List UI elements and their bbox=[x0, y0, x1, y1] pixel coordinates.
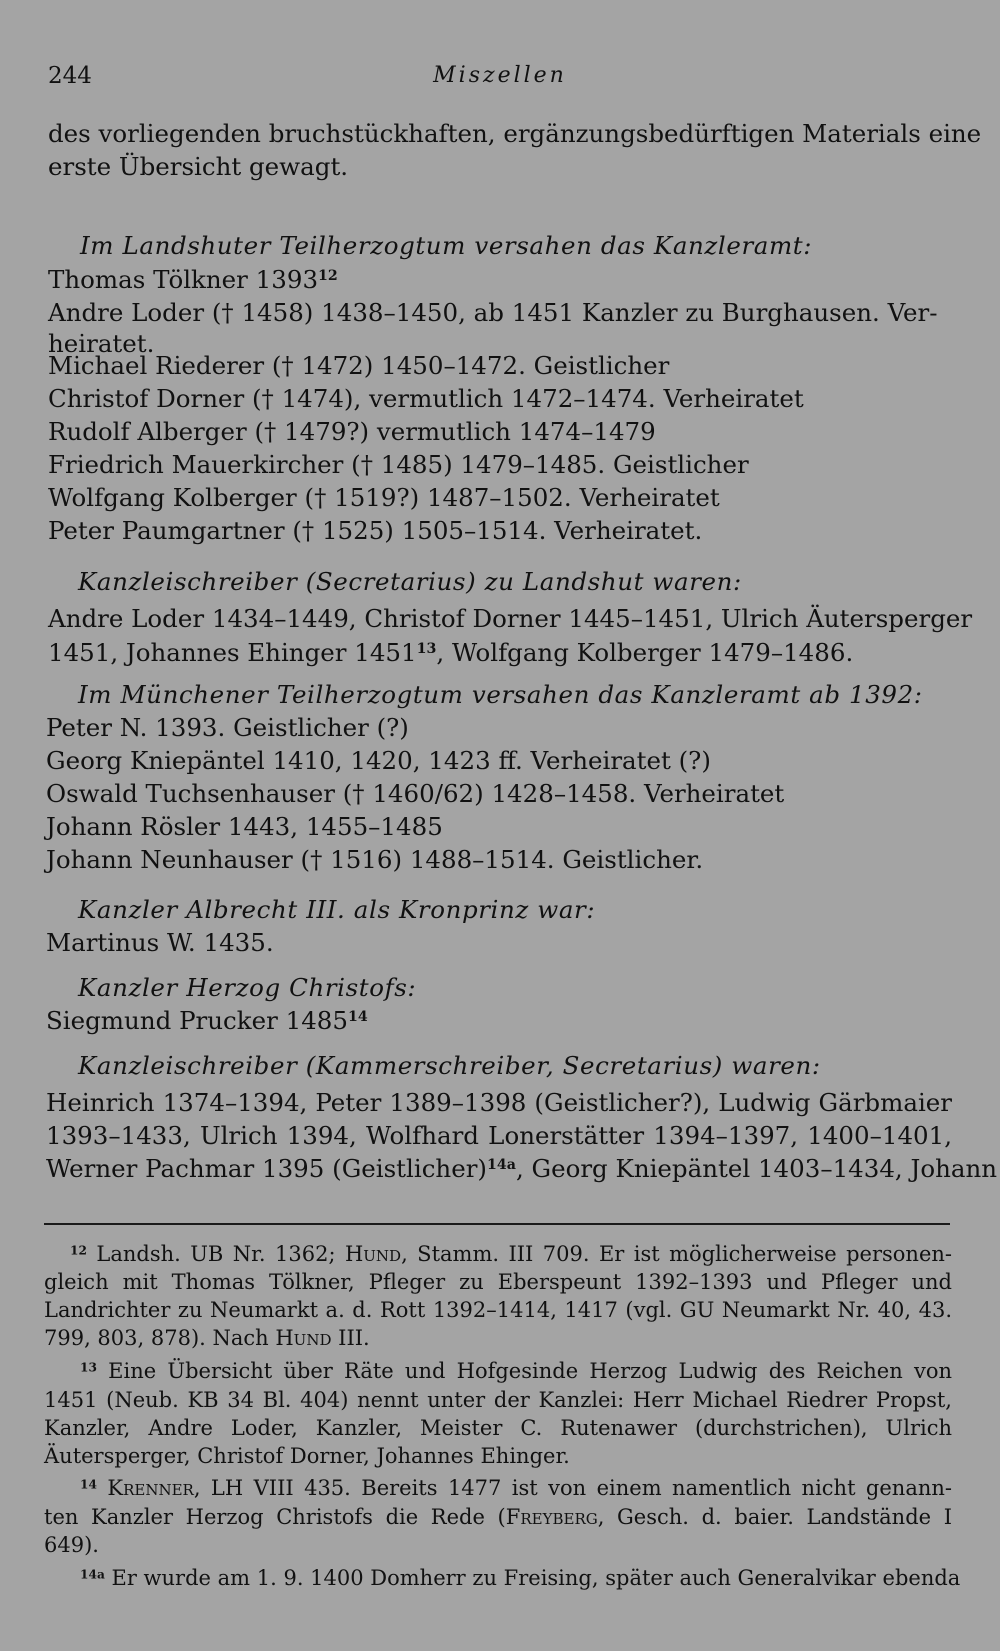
footnote-line: 649). bbox=[44, 1533, 99, 1557]
intro-line: des vorliegenden bruchstückhaften, ergänzungsbedürftigen Materials eine bbox=[48, 119, 982, 148]
chancellor-entry: Peter Paumgartner († 1525) 1505–1514. Verheiratet. bbox=[48, 516, 703, 545]
footnote-line: ten Kanzler Herzog Christofs die Rede (Freyberg, Gesch. d. baier. Landstände I bbox=[44, 1505, 952, 1529]
footnote-number: 13 bbox=[80, 1360, 97, 1375]
chancellor-entry: Andre Loder († 1458) 1438–1450, ab 1451 Kanzler zu Burghausen. Ver- bbox=[48, 298, 938, 327]
scribes-heading-munich: Kanzleischreiber (Kammerschreiber, Secretarius) waren: bbox=[78, 1051, 821, 1080]
scribes-line: Andre Loder 1434–1449, Christof Dorner 1445–1451, Ulrich Äutersperger bbox=[48, 604, 973, 633]
chancellor-entry: Friedrich Mauerkircher († 1485) 1479–1485. Geistlicher bbox=[48, 450, 749, 479]
chancellor-entry: Georg Kniepäntel 1410, 1420, 1423 ff. Verheiratet (?) bbox=[46, 746, 711, 775]
chancellor-entry-cont: heiratet. bbox=[48, 329, 155, 358]
section-heading-landshut: Im Landshuter Teilherzogtum versahen das Kanzleramt: bbox=[80, 231, 813, 260]
scribes-heading-landshut: Kanzleischreiber (Secretarius) zu Landshut waren: bbox=[78, 567, 742, 596]
footnote-14: $^{14}$ Krenner, LH VIII 435. Bereits 1477 ist von einem namentlich nicht genann- bbox=[80, 1476, 952, 1500]
footnote-ref: 13 bbox=[416, 641, 437, 658]
footnote-number: 12 bbox=[70, 1243, 87, 1258]
footnote-rule bbox=[44, 1223, 950, 1225]
footnote-number: 14 bbox=[80, 1477, 97, 1492]
intro-line: erste Übersicht gewagt. bbox=[48, 152, 349, 181]
footnote-12: $^{12}$ Landsh. UB Nr. 1362; Hund, Stamm. III 709. Er ist möglicherweise personen- bbox=[70, 1242, 952, 1266]
footnote-line: 799, 803, 878). Nach Hund III. bbox=[44, 1326, 370, 1350]
footnote-14a: $^{14a}$ Er wurde am 1. 9. 1400 Domherr zu Freising, später auch Generalvikar ebenda bbox=[80, 1566, 961, 1590]
subheading-christof: Kanzler Herzog Christofs: bbox=[78, 973, 417, 1002]
running-title: Miszellen bbox=[433, 63, 567, 88]
footnote-ref: 14a bbox=[486, 1157, 516, 1174]
chancellor-entry: Rudolf Alberger († 1479?) vermutlich 1474–1479 bbox=[48, 417, 656, 446]
subheading-albrecht: Kanzler Albrecht III. als Kronprinz war: bbox=[78, 895, 596, 924]
footnote-13: $^{13}$ Eine Übersicht über Räte und Hofgesinde Herzog Ludwig des Reichen von bbox=[80, 1359, 952, 1383]
scribes-line: Werner Pachmar 1395 (Geistlicher)$^{14a}$, Georg Kniepäntel 1403–1434, Johann bbox=[46, 1154, 998, 1183]
scribes-line: 1393–1433, Ulrich 1394, Wolfhard Lonerstätter 1394–1397, 1400–1401, bbox=[46, 1121, 952, 1150]
chancellor-entry: Peter N. 1393. Geistlicher (?) bbox=[46, 713, 409, 742]
footnote-number: 14a bbox=[80, 1567, 105, 1582]
footnote-line: Landrichter zu Neumarkt a. d. Rott 1392–1414, 1417 (vgl. GU Neumarkt Nr. 40, 43. bbox=[44, 1298, 952, 1322]
footnote-line: gleich mit Thomas Tölkner, Pfleger zu Eberspeunt 1392–1393 und Pfleger und bbox=[44, 1270, 952, 1294]
footnote-line: 1451 (Neub. KB 34 Bl. 404) nennt unter der Kanzlei: Herr Michael Riedrer Propst, bbox=[44, 1388, 952, 1412]
chancellor-entry: Wolfgang Kolberger († 1519?) 1487–1502. Verheiratet bbox=[48, 483, 720, 512]
page-number: 244 bbox=[48, 63, 92, 89]
scribes-line: 1451, Johannes Ehinger 1451$^{13}$, Wolfgang Kolberger 1479–1486. bbox=[48, 638, 854, 667]
chancellor-entry: Christof Dorner († 1474), vermutlich 1472–1474. Verheiratet bbox=[48, 384, 804, 413]
footnote-ref: 14 bbox=[347, 1009, 368, 1026]
section-heading-munich: Im Münchener Teilherzogtum versahen das Kanzleramt ab 1392: bbox=[78, 680, 923, 709]
chancellor-entry: Thomas Tölkner 1393$^{12}$ bbox=[48, 265, 338, 294]
chancellor-entry: Michael Riederer († 1472) 1450–1472. Geistlicher bbox=[48, 351, 670, 380]
chancellor-entry: Johann Rösler 1443, 1455–1485 bbox=[46, 812, 443, 841]
footnote-ref: 12 bbox=[318, 268, 338, 285]
chancellor-entry: Oswald Tuchsenhauser († 1460/62) 1428–1458. Verheiratet bbox=[46, 779, 785, 808]
chancellor-entry: Siegmund Prucker 1485$^{14}$ bbox=[46, 1006, 368, 1035]
footnote-line: Kanzler, Andre Loder, Kanzler, Meister C. Rutenawer (durchstrichen), Ulrich bbox=[44, 1416, 952, 1440]
chancellor-entry: Johann Neunhauser († 1516) 1488–1514. Geistlicher. bbox=[46, 845, 704, 874]
chancellor-entry: Martinus W. 1435. bbox=[46, 928, 274, 957]
scribes-line: Heinrich 1374–1394, Peter 1389–1398 (Geistlicher?), Ludwig Gärbmaier bbox=[46, 1088, 952, 1117]
footnote-line: Äutersperger, Christof Dorner, Johannes Ehinger. bbox=[44, 1444, 570, 1468]
